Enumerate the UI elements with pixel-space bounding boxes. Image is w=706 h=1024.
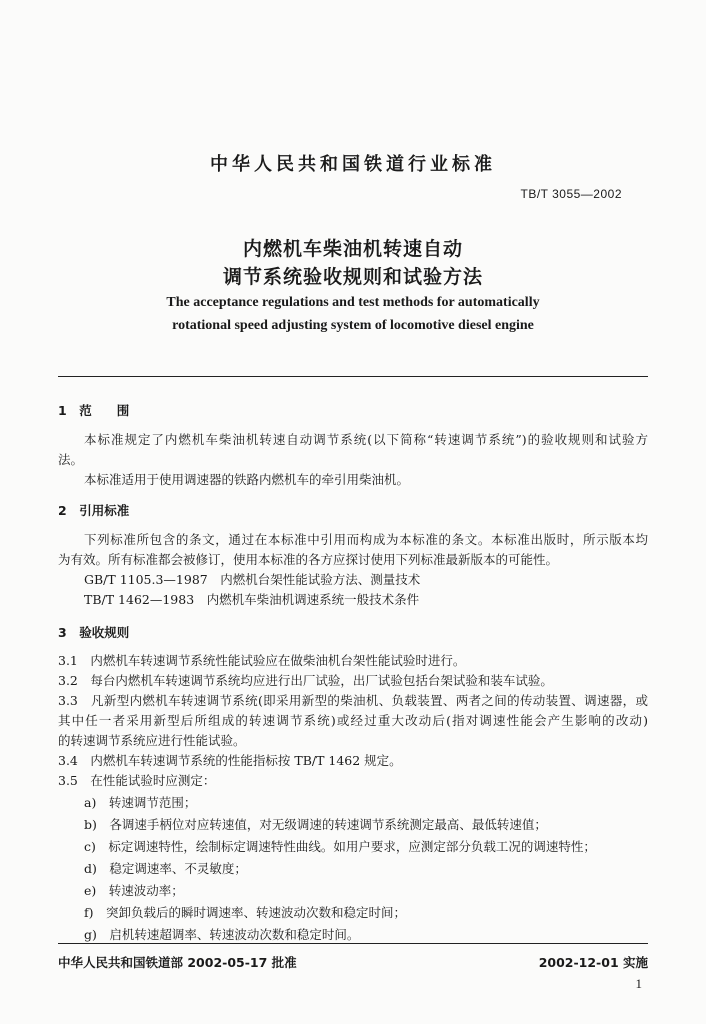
clause-3-5: 3.5 在性能试验时应测定：	[58, 773, 216, 788]
implementation-date: 2002-12-01 实施	[538, 955, 648, 970]
standard-category-title: 中华人民共和国铁道行业标准	[210, 154, 496, 175]
title-cn-line-1: 内燃机车柴油机转速自动	[242, 238, 463, 260]
list-item-g: g) 启机转速超调率、转速波动次数和稳定时间。	[84, 927, 360, 942]
clause-3-3-line-3: 的转速调节系统应进行性能试验。	[58, 733, 246, 748]
clause-3-3-line-2: 其中任一者采用新型后所组成的转速调节系统)或经过重大改动后(指对调速性能会产生影响的改动)	[58, 713, 648, 728]
list-item-a: a) 转速调节范围；	[84, 795, 197, 810]
list-item-f: f) 突卸负载后的瞬时调速率、转速波动次数和稳定时间；	[84, 905, 407, 920]
clause-3-2: 3.2 每台内燃机车转速调节系统均应进行出厂试验，出厂试验包括台架试验和装车试验。	[58, 673, 553, 688]
list-item-e: e) 转速波动率；	[84, 883, 184, 898]
clause-3-1: 3.1 内燃机车转速调节系统性能试验应在做柴油机台架性能试验时进行。	[58, 653, 466, 668]
title-en-line-2: rotational speed adjusting system of locomotive diesel engine	[172, 318, 534, 333]
title-cn-line-2: 调节系统验收规则和试验方法	[222, 266, 483, 288]
list-item-c: c) 标定调速特性，绘制标定调速特性曲线。如用户要求，应测定部分负载工况的调速特性；	[84, 839, 596, 854]
page-number: 1	[635, 976, 642, 991]
clause-3-3-line-1: 3.3 凡新型内燃机车转速调节系统(即采用新型的柴油机、负载装置、两者之间的传动装置、调速器，或	[58, 693, 648, 708]
section-2-heading: 2 引用标准	[58, 503, 130, 518]
issuer-approval: 中华人民共和国铁道部 2002-05-17 批准	[58, 955, 297, 970]
list-item-b: b) 各调速手柄位对应转速值，对无级调速的转速调节系统测定最高、最低转速值；	[84, 817, 547, 832]
header-divider	[58, 376, 648, 377]
clause-3-4: 3.4 内燃机车转速调节系统的性能指标按 TB/T 1462 规定。	[58, 753, 402, 768]
standard-number: TB/T 3055—2002	[520, 187, 622, 201]
title-en-line-1: The acceptance regulations and test methods for automatically	[166, 295, 540, 310]
section-1-heading: 1 范 围	[58, 403, 130, 418]
section-3-heading: 3 验收规则	[58, 625, 130, 640]
section-1-para-2: 本标准适用于使用调速器的铁路内燃机车的牵引用柴油机。	[84, 472, 410, 487]
section-2-para-line-2: 为有效。所有标准都会被修订，使用本标准的各方应探讨使用下列标准最新版本的可能性。	[58, 552, 559, 567]
reference-gb-1105: GB/T 1105.3—1987 内燃机台架性能试验方法、测量技术	[84, 572, 421, 587]
reference-tb-1462: TB/T 1462—1983 内燃机车柴油机调速系统一般技术条件	[84, 592, 420, 607]
list-item-d: d) 稳定调速率、不灵敏度；	[84, 861, 247, 876]
section-1-para-1-line-1: 本标准规定了内燃机车柴油机转速自动调节系统(以下简称“转速调节系统”)的验收规则和试验方	[84, 432, 648, 447]
section-1-para-1-line-2: 法。	[58, 452, 84, 467]
footer-divider	[58, 943, 648, 944]
section-2-para-line-1: 下列标准所包含的条文，通过在本标准中引用而构成为本标准的条文。本标准出版时，所示版本均	[84, 532, 648, 547]
